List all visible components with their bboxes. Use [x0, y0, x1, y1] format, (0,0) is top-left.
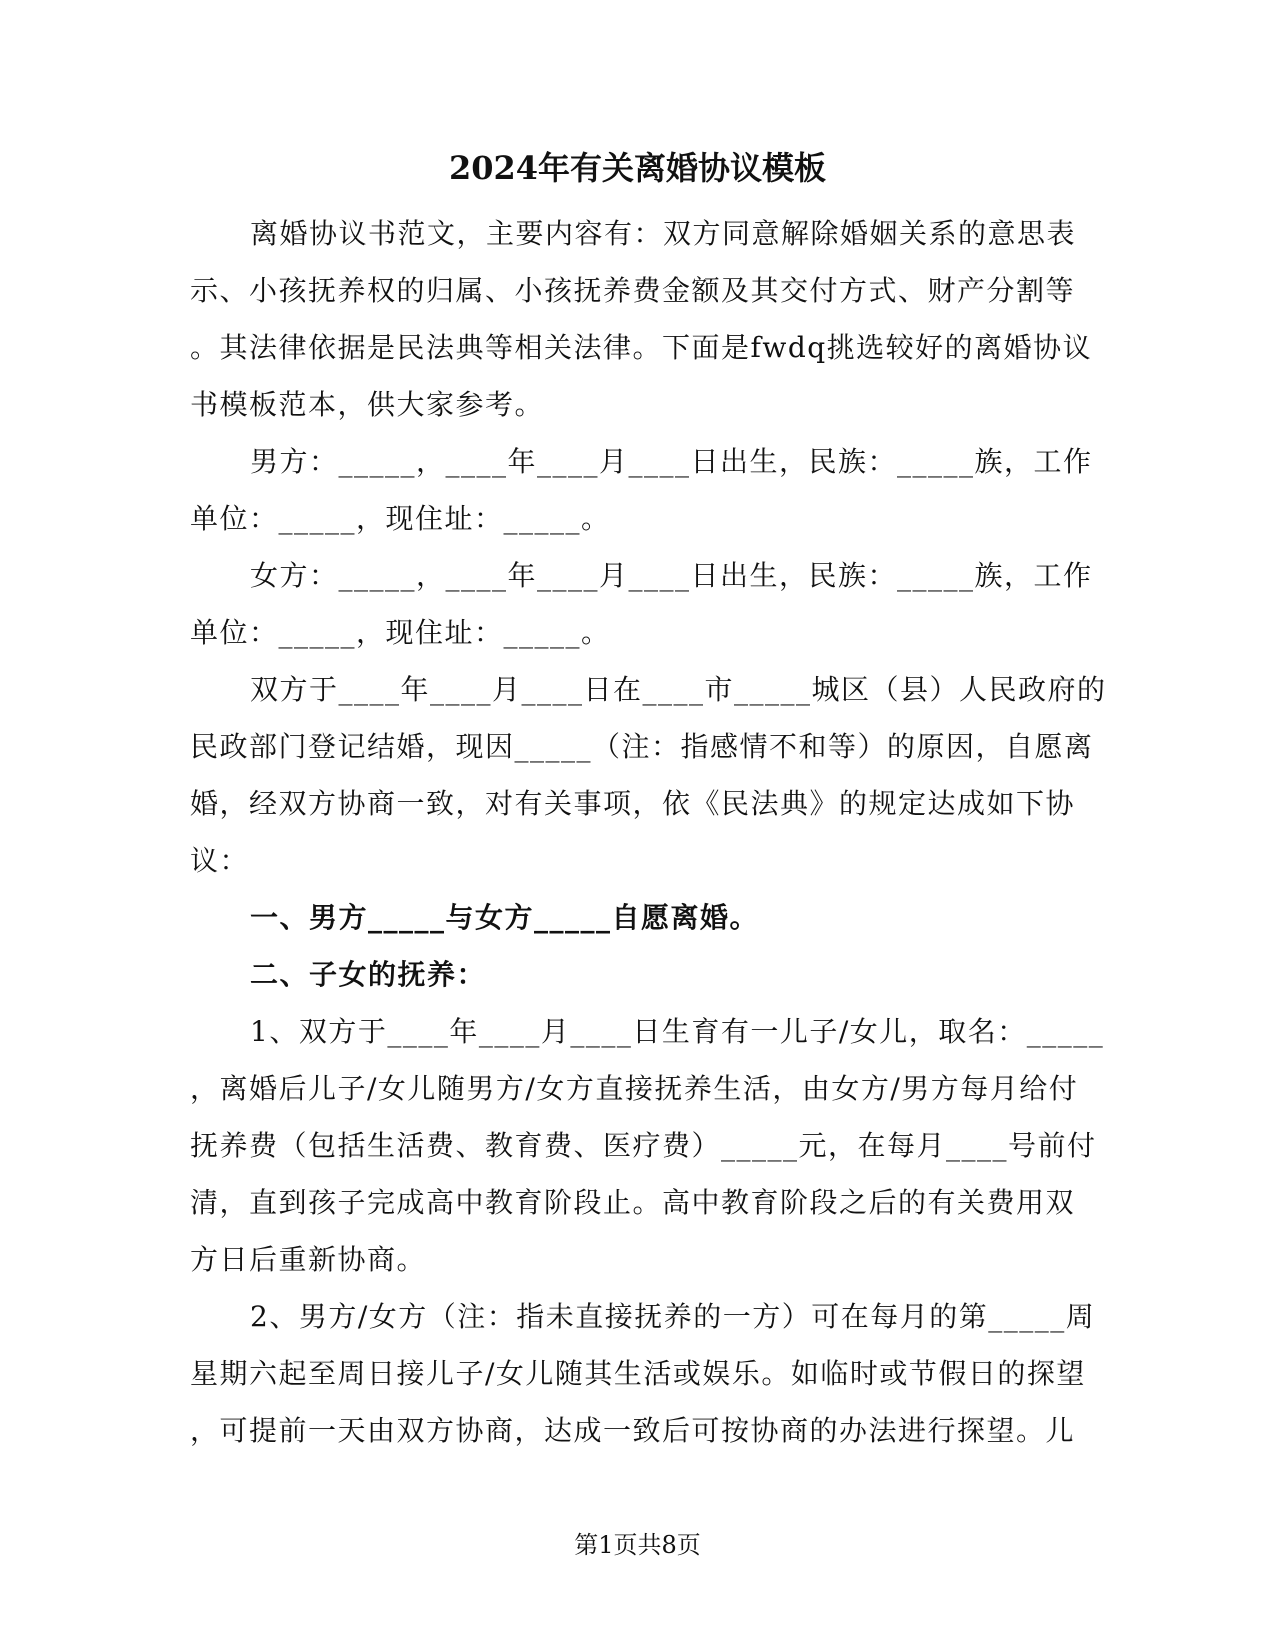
paragraph-line: ，可提前一天由双方协商，达成一致后可按协商的办法进行探望。儿 [190, 1414, 1076, 1447]
paragraph-line: 议： [190, 844, 250, 877]
paragraph-line: 抚养费（包括生活费、教育费、医疗费）_____元，在每月____号前付 [190, 1129, 1097, 1162]
page-number: 第1页共8页 [574, 1531, 701, 1559]
paragraph-line: 女方：_____，____年____月____日出生，民族：_____族，工作 [250, 559, 1093, 592]
paragraph-line: 。其法律依据是民法典等相关法律。下面是fwdq挑选较好的离婚协议 [190, 331, 1093, 364]
paragraph-line: 示、小孩抚养权的归属、小孩抚养费金额及其交付方式、财产分割等 [190, 274, 1076, 307]
paragraph-line: 单位：_____，现住址：_____。 [190, 502, 611, 535]
paragraph-line: 民政部门登记结婚，现因_____（注：指感情不和等）的原因，自愿离 [190, 730, 1094, 763]
paragraph-line: 清，直到孩子完成高中教育阶段止。高中教育阶段之后的有关费用双 [190, 1186, 1076, 1219]
paragraph-line: 2、男方/女方（注：指未直接抚养的一方）可在每月的第_____周 [250, 1300, 1096, 1333]
paragraph-line: 离婚协议书范文，主要内容有：双方同意解除婚姻关系的意思表 [250, 217, 1077, 250]
paragraph-line: 书模板范本，供大家参考。 [190, 388, 545, 421]
document-body [190, 205, 1107, 1459]
document-title: 2024年有关离婚协议模板 [448, 149, 827, 187]
section-heading: 二、子女的抚养： [250, 958, 487, 991]
paragraph-line: 双方于____年____月____日在____市_____城区（县）人民政府的 [250, 673, 1107, 706]
paragraph-line: ，离婚后儿子/女儿随男方/女方直接抚养生活，由女方/男方每月给付 [190, 1072, 1079, 1105]
paragraph-line: 1、双方于____年____月____日生育有一儿子/女儿，取名：_____ [250, 1015, 1105, 1048]
section-heading: 一、男方_____与女方_____自愿离婚。 [250, 901, 760, 934]
paragraph-line: 星期六起至周日接儿子/女儿随其生活或娱乐。如临时或节假日的探望 [190, 1357, 1086, 1390]
paragraph-line: 男方：_____，____年____月____日出生，民族：_____族，工作 [250, 445, 1093, 478]
paragraph-line: 单位：_____，现住址：_____。 [190, 616, 611, 649]
paragraph-line: 婚，经双方协商一致，对有关事项，依《民法典》的规定达成如下协 [190, 787, 1076, 820]
paragraph-line: 方日后重新协商。 [190, 1243, 427, 1276]
